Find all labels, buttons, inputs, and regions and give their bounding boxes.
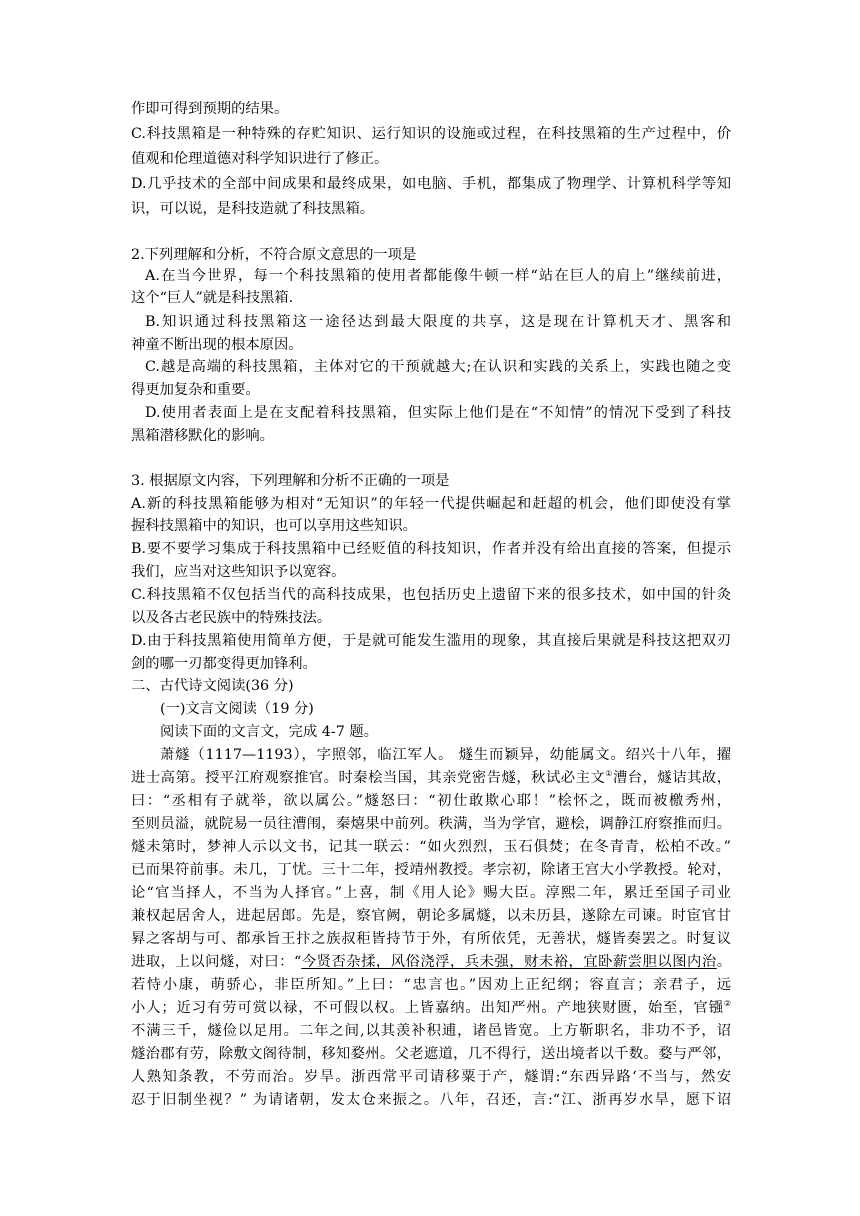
passage-line: 不满三千，燧俭以足用。二年之间,以其羡补积逋，诸邑皆宽。上方靳职名，非功不予，诏 — [131, 1023, 731, 1039]
q3-option-a: A.新的科技黑箱能够为相对“无知识”的年轻一代提供崛起和赶超的机会，他们即使没有掌 — [131, 496, 731, 512]
passage-line: 燧治郡有劳，除敷文阁待制，移知婺州。父老遮道，几不得行，送出境者以千数。婺与严邻， — [131, 1046, 731, 1062]
passage-line: 进士高第。授平江府观察推官。时秦桧当国，其亲党密告燧，秋试必主文①漕台，燧诘其故， — [131, 769, 732, 786]
q2-stem: 2.下列理解和分析，不符合原文意思的一项是 — [131, 247, 417, 263]
q1-line: 作即可得到预期的结果。 — [131, 101, 289, 117]
passage-line: 论“官当择人，不当为人择官。”上喜，制《用人论》赐大臣。淳熙二年，累迁至国子司业 — [131, 885, 731, 901]
subsection-heading: (一)文言文阅读（19 分) — [160, 701, 314, 717]
section-heading: 二、古代诗文阅读(36 分) — [131, 678, 294, 694]
passage-line: 兼权起居舍人，进起居郎。先是，察官阙，朝论多属燧，以未历县，遂除左司谏。时宦官甘 — [131, 908, 731, 924]
q1-line: 识，可以说，是科技造就了科技黑箱。 — [131, 201, 375, 217]
passage-line: 燧未第时，梦神人示以文书，记其一联云：“如火烈烈，玉石俱焚；在冬青青，松柏不改。” — [131, 839, 731, 855]
q3-option-b: B.要不要学习集成于科技黑箱中已经贬值的科技知识，作者并没有给出直接的答案，但提示 — [131, 541, 731, 557]
q2-option-b: B.知识通过科技黑箱这一途径达到最大限度的共享，这是现在计算机天才、黑客和 — [145, 314, 731, 330]
passage-line: 忍于旧制坐视？” 为请诸朝，发太仓来振之。八年，召还，言:“江、浙再岁水旱，愿下诏 — [131, 1092, 731, 1108]
passage-line: 进取，上以问燧，对曰：“今贤否杂揉，风俗浇浮，兵未强，财未裕，宜卧薪尝胆以图内治。 — [131, 954, 731, 970]
q2-option-d: D.使用者表面上是在支配着科技黑箱，但实际上他们是在“不知情”的情况下受到了科技 — [145, 405, 731, 421]
q1-option-d: D.几乎技术的全部中间成果和最终成果，如电脑、手机，都集成了物理学、计算机科学等知 — [131, 176, 731, 192]
q3-stem: 3. 根据原文内容，下列理解和分析不正确的一项是 — [131, 473, 450, 489]
passage-line: 昪之客胡与可、都承旨王抃之族叔秬皆持节于外，有所依凭，无善状，燧皆奏罢之。时复议 — [131, 931, 731, 947]
instruction: 阅读下面的文言文，完成 4-7 题。 — [160, 724, 378, 740]
q2-option-c: C.越是高端的科技黑箱，主体对它的干预就越大;在认识和实践的关系上，实践也随之变 — [145, 359, 731, 375]
passage-line: 小人；近习有劳可赏以禄，不可假以权。上皆嘉纳。出知严州。产地狭财匮，始至，官镪② — [131, 999, 731, 1016]
passage-line: 人熟知条教，不劳而治。岁旱。浙西常平司请移粟于产，燧谓:“东西异路‘不当与，然安 — [131, 1069, 731, 1085]
q3-line: 我们，应当对这些知识予以宽容。 — [131, 564, 346, 580]
passage-line: 萧燧（1117—1193），字照邻，临江军人。 燧生而颖异，幼能属文。绍兴十八年，擢 — [160, 747, 731, 763]
q2-line: 黑箱潜移默化的影响。 — [131, 428, 274, 444]
q2-option-a: A.在当今世界，每一个科技黑箱的使用者都能像牛顿一样“站在巨人的肩上”继续前进， — [145, 268, 731, 284]
passage-line: 若恃小康，萌骄心，非臣所知。”上曰：“忠言也。”因劝上正纪纲；容直言；亲君子，远 — [131, 977, 731, 993]
q3-option-c: C.科技黑箱不仅包括当代的高科技成果，也包括历史上遗留下来的很多技术，如中国的针灸 — [131, 587, 731, 603]
footnote-marker: ① — [605, 769, 613, 778]
underlined-sentence: 今贤否杂揉，风俗浇浮，兵未强，财未裕，宜卧薪尝胆以图内治 — [301, 954, 717, 970]
q3-line: 以及各古老民族中的特殊技法。 — [131, 610, 332, 626]
footnote-marker: ② — [723, 999, 731, 1008]
q3-line: 剑的哪一刃都变得更加锋利。 — [131, 656, 317, 672]
q3-option-d: D.由于科技黑箱使用简单方便，于是就可能发生滥用的现象，其直接后果就是科技这把双刃 — [131, 633, 731, 649]
passage-line: 已而果符前事。未几，丁忧。三十二年，授靖州教授。孝宗初，除诸王宫大小学教授。轮对， — [131, 862, 731, 878]
q2-line: 得更加复杂和重要。 — [131, 382, 260, 398]
q2-line: 这个“巨人”就是科技黑箱. — [131, 290, 294, 306]
q1-line: 值观和伦理道德对科学知识进行了修正。 — [131, 151, 389, 167]
q1-option-c: C.科技黑箱是一种特殊的存贮知识、运行知识的设施或过程，在科技黑箱的生产过程中，价 — [131, 126, 731, 142]
passage-line: 曰：“丞相有子就举，欲以属公。”燧怒曰：“初仕敢欺心耶！”桧怀之，既而被檄秀州， — [131, 793, 731, 809]
q2-line: 神童不断出现的根本原因。 — [131, 337, 303, 353]
passage-line: 至则员溢，就院易一员往漕闱，秦熺果中前列。秩满，当为学官，避桧，调静江府察推而归。 — [131, 816, 731, 832]
q3-line: 握科技黑箱中的知识，也可以享用这些知识。 — [131, 518, 417, 534]
